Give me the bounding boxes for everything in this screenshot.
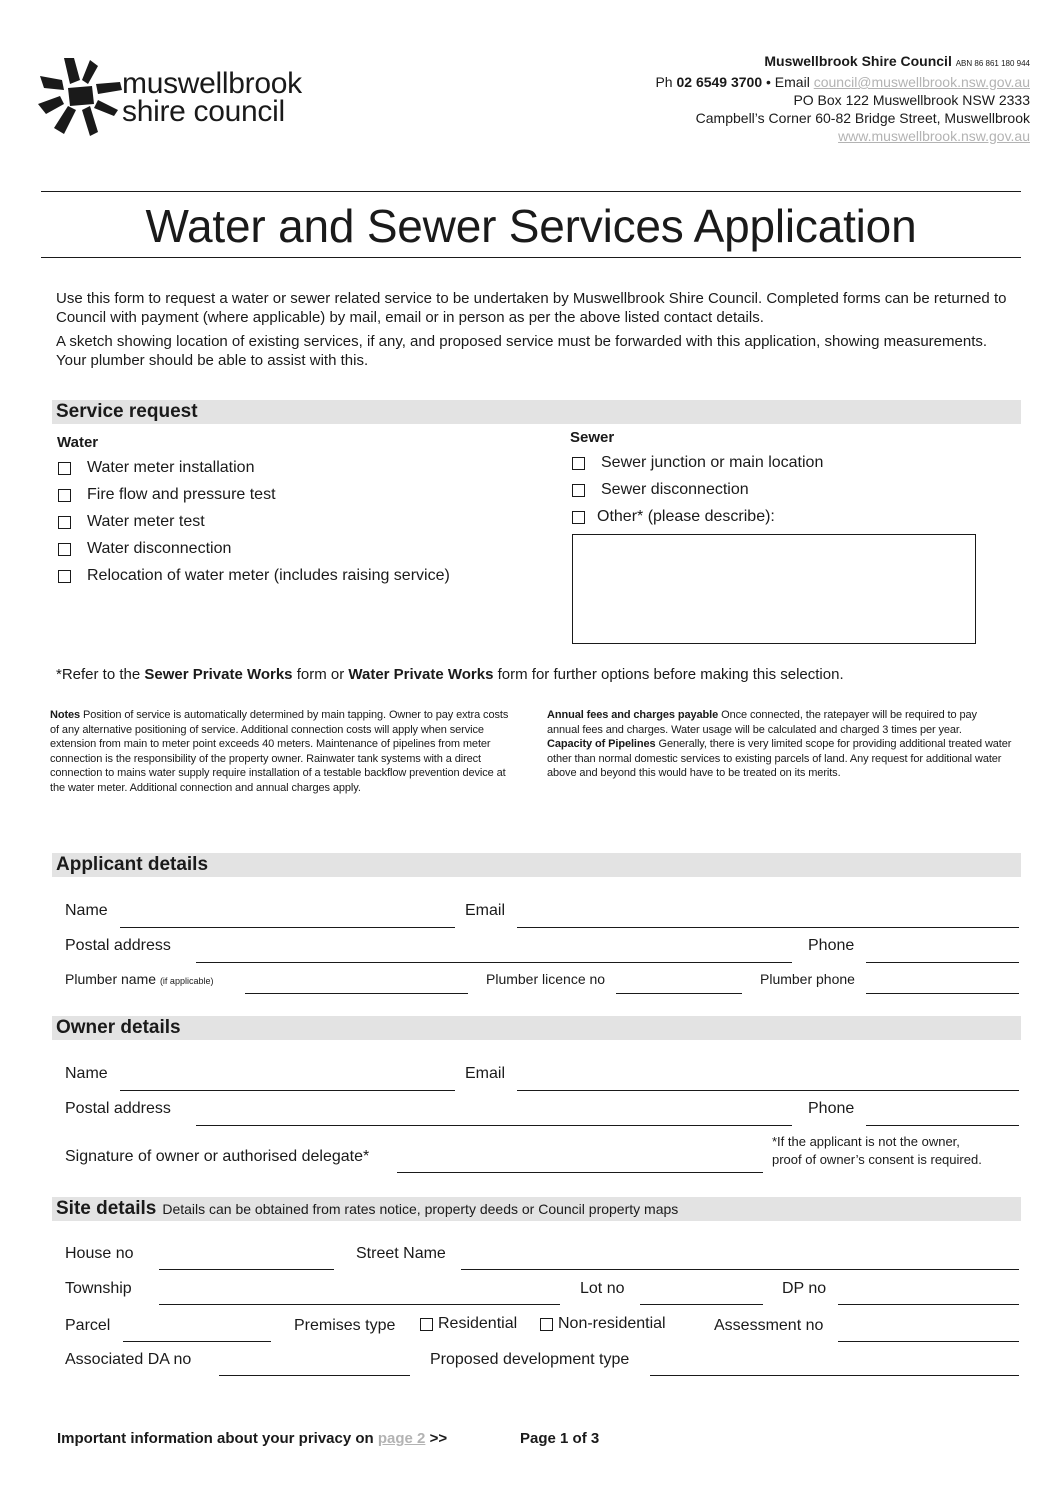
water-option-fire-flow[interactable]	[58, 486, 276, 504]
street-name-label: Street Name	[356, 1245, 446, 1262]
applicant-phone-field[interactable]	[866, 962, 1019, 963]
notes-text: Position of service is automatically determined by main tapping. Owner to pay extra costs of any alternative positioning of service. Additional connection costs will apply when service extension from main to meter point exceeds 40 meters. Maintenance of pipelines from meter connection is the responsibility of the property owner. Rainwater tank systems with a direct connection to mains water supply require installation of a testable backflow prevention device at the water meter. Additional connection and annual charges apply.	[50, 709, 509, 794]
refer-prefix: *Refer to the	[56, 666, 141, 683]
owner-heading: Owner details	[56, 1017, 181, 1038]
applicant-postal-field[interactable]	[196, 962, 792, 963]
consent-note	[772, 1133, 982, 1169]
premises-type-label: Premises type	[294, 1317, 396, 1334]
consent-line-1: *If the applicant is not the owner,	[772, 1134, 960, 1149]
checkbox-icon[interactable]	[572, 511, 585, 524]
notes-block	[50, 708, 520, 795]
refer-suffix: form for further options before making this selection.	[497, 666, 844, 683]
township-field[interactable]	[159, 1304, 560, 1305]
water-option-disconnection[interactable]	[58, 540, 231, 558]
water-heading: Water	[57, 434, 99, 451]
title-divider	[41, 257, 1021, 258]
sewer-private-works-ref: Sewer Private Works	[144, 666, 293, 683]
water-option-meter-test[interactable]	[58, 513, 205, 531]
plumber-name-text: Plumber name	[65, 971, 157, 987]
privacy-arrows: >>	[429, 1430, 448, 1447]
owner-postal-label: Postal address	[65, 1100, 171, 1117]
owner-phone-label: Phone	[808, 1100, 855, 1117]
plumber-name-field[interactable]	[245, 993, 468, 994]
logo-line-1: muswellbrook	[122, 67, 302, 100]
parcel-label: Parcel	[65, 1317, 111, 1334]
plumber-name-label	[65, 971, 213, 987]
site-details-bar	[52, 1197, 1021, 1221]
street-name-field[interactable]	[461, 1269, 1019, 1270]
privacy-note	[57, 1430, 447, 1447]
sewer-option-junction[interactable]	[572, 454, 823, 472]
proposed-dev-label: Proposed development type	[430, 1351, 630, 1368]
fees-label: Annual fees and charges payable	[547, 709, 719, 721]
assessment-no-label: Assessment no	[714, 1317, 824, 1334]
checkbox-icon[interactable]	[572, 484, 585, 497]
owner-email-field[interactable]	[517, 1090, 1019, 1091]
fees-text: Once connected, the ratepayer will be required to pay annual fees and charges. Water usage will be calculated and charged 3 times per year.	[547, 709, 977, 736]
township-label: Township	[65, 1280, 132, 1297]
consent-line-2: proof of owner’s consent is required.	[772, 1152, 982, 1167]
option-label: Sewer disconnection	[601, 481, 749, 498]
page-title: Water and Sewer Services Application	[145, 200, 917, 252]
house-no-field[interactable]	[159, 1269, 334, 1270]
header-divider	[41, 191, 1021, 192]
council-logo-icon	[34, 54, 126, 138]
plumber-licence-label: Plumber licence no	[486, 971, 606, 987]
phone-email-line	[655, 73, 1030, 91]
phone-number: 02 6549 3700	[676, 74, 763, 90]
dp-no-field[interactable]	[838, 1304, 1019, 1305]
parcel-field[interactable]	[123, 1341, 271, 1342]
org-line	[655, 52, 1030, 73]
applicant-name-field[interactable]	[120, 927, 455, 928]
site-heading: Site details	[56, 1198, 157, 1219]
checkbox-icon[interactable]	[58, 462, 71, 475]
service-request-bar	[52, 400, 1021, 424]
signature-field[interactable]	[397, 1172, 763, 1173]
option-label: Water meter installation	[87, 459, 255, 476]
email-prefix: • Email	[766, 74, 810, 90]
associated-da-label: Associated DA no	[65, 1351, 192, 1368]
applicant-phone-label: Phone	[808, 937, 855, 954]
contact-block	[655, 52, 1030, 145]
checkbox-icon[interactable]	[58, 489, 71, 502]
other-description-textarea[interactable]	[572, 534, 976, 644]
email-link[interactable]: council@muswellbrook.nsw.gov.au	[813, 74, 1030, 90]
owner-details-bar	[52, 1016, 1021, 1040]
non-residential-label: Non-residential	[558, 1315, 666, 1332]
option-label: Water disconnection	[87, 540, 232, 557]
option-label: Other* (please describe):	[597, 508, 775, 525]
street-address: Campbell’s Corner 60-82 Bridge Street, Muswellbrook	[695, 110, 1030, 126]
site-subheading: Details can be obtained from rates notice, property deeds or Council property maps	[162, 1201, 679, 1217]
checkbox-icon[interactable]	[58, 543, 71, 556]
intro-paragraph-2: A sketch showing location of existing services, if any, and proposed service must be forwarded with this application, showing measurements. Your plumber should be able to assist with this.	[56, 333, 988, 369]
water-option-meter-installation[interactable]	[58, 459, 254, 477]
org-name: Muswellbrook Shire Council	[764, 53, 952, 69]
site-heading-wrap	[56, 1198, 678, 1220]
applicant-details-bar	[52, 853, 1021, 877]
sewer-heading: Sewer	[570, 429, 615, 446]
website-link[interactable]: www.muswellbrook.nsw.gov.au	[838, 128, 1030, 144]
assessment-no-field[interactable]	[838, 1341, 1019, 1342]
plumber-phone-label: Plumber phone	[760, 971, 855, 987]
owner-postal-field[interactable]	[196, 1125, 792, 1126]
checkbox-icon[interactable]	[58, 516, 71, 529]
checkbox-icon[interactable]	[572, 457, 585, 470]
house-no-label: House no	[65, 1245, 134, 1262]
page-number: Page 1 of 3	[520, 1430, 600, 1447]
intro-paragraph-1: Use this form to request a water or sewer related service to be undertaken by Muswellbrook Shire Council. Completed forms can be returned to Council with payment (where applicable) by mail, email or in person as per the above listed contact details.	[56, 290, 1007, 326]
plumber-name-note: (if applicable)	[159, 976, 214, 986]
lot-no-label: Lot no	[580, 1280, 625, 1297]
option-label: Sewer junction or main location	[601, 454, 824, 471]
checkbox-icon[interactable]	[58, 570, 71, 583]
abn-number: ABN 86 861 180 944	[955, 59, 1030, 68]
owner-email-label: Email	[465, 1065, 506, 1082]
residential-label: Residential	[438, 1315, 518, 1332]
service-request-heading: Service request	[56, 401, 198, 422]
water-private-works-ref: Water Private Works	[348, 666, 494, 683]
notes-label: Notes	[50, 709, 81, 721]
option-label: Fire flow and pressure test	[87, 486, 276, 503]
privacy-text: Important information about your privacy on	[57, 1430, 374, 1447]
option-label: Relocation of water meter (includes raising service)	[87, 567, 450, 584]
applicant-email-field[interactable]	[517, 927, 1019, 928]
premises-non-residential-option[interactable]	[540, 1315, 666, 1333]
owner-phone-field[interactable]	[866, 1125, 1019, 1126]
capacity-label: Capacity of Pipelines	[547, 738, 656, 750]
proposed-dev-field[interactable]	[650, 1375, 1019, 1376]
owner-name-field[interactable]	[120, 1090, 455, 1091]
lot-no-field[interactable]	[640, 1304, 763, 1305]
water-option-relocation[interactable]	[58, 567, 450, 585]
capacity-para	[547, 737, 1012, 781]
premises-residential-option[interactable]	[420, 1315, 517, 1333]
po-box: PO Box 122 Muswellbrook NSW 2333	[793, 92, 1030, 108]
capacity-text: Generally, there is very limited scope for providing additional treated water other than normal domestic services to existing parcels of land. Any request for additional water above and beyond this would have to be treated on its merits.	[547, 738, 1012, 779]
refer-mid: form or	[296, 666, 345, 683]
plumber-phone-field[interactable]	[866, 993, 1019, 994]
owner-name-label: Name	[65, 1065, 108, 1082]
checkbox-icon[interactable]	[540, 1318, 553, 1331]
phone-prefix: Ph	[655, 74, 673, 90]
applicant-name-label: Name	[65, 902, 108, 919]
plumber-licence-field[interactable]	[616, 993, 742, 994]
option-label: Water meter test	[87, 513, 205, 530]
logo-wordmark	[122, 67, 302, 128]
applicant-email-label: Email	[465, 902, 506, 919]
applicant-heading: Applicant details	[56, 854, 209, 875]
privacy-page-link[interactable]: page 2	[377, 1430, 426, 1447]
signature-label: Signature of owner or authorised delegate*	[65, 1148, 370, 1165]
checkbox-icon[interactable]	[420, 1318, 433, 1331]
sewer-option-disconnection[interactable]	[572, 481, 749, 499]
logo-line-2: shire council	[122, 95, 285, 128]
applicant-postal-label: Postal address	[65, 937, 171, 954]
fees-block	[547, 708, 1012, 781]
fees-para	[547, 708, 1012, 737]
dp-no-label: DP no	[782, 1280, 827, 1297]
associated-da-field[interactable]	[219, 1375, 410, 1376]
refer-note	[56, 666, 844, 683]
sewer-option-other[interactable]	[572, 508, 775, 526]
